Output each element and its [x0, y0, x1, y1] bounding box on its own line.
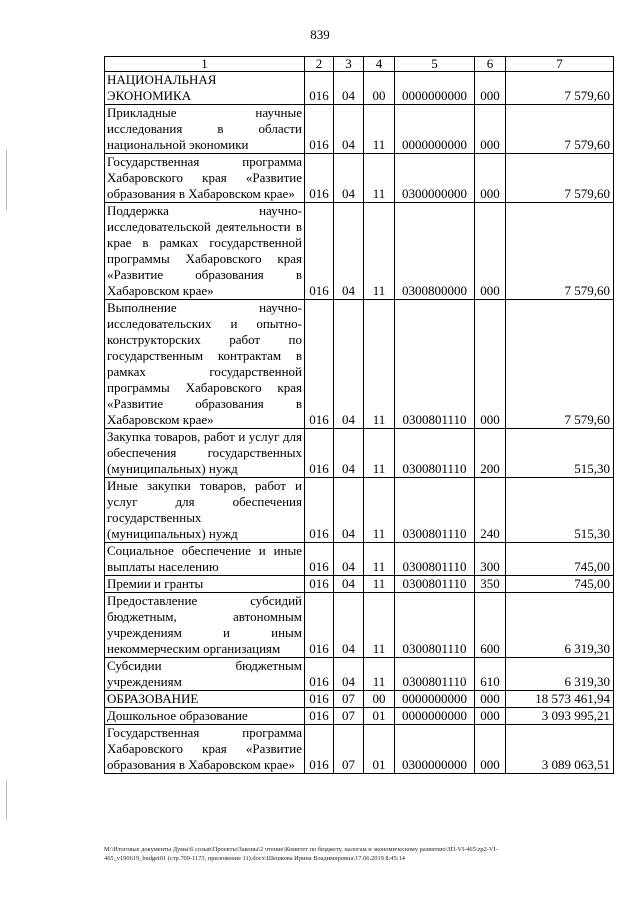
- row-code: 04: [334, 429, 364, 478]
- row-code: 01: [364, 708, 395, 725]
- row-code: 0300801110: [395, 429, 475, 478]
- row-code: 016: [305, 691, 334, 708]
- row-code: 07: [334, 691, 364, 708]
- row-code: 016: [305, 658, 334, 691]
- row-amount: 7 579,60: [506, 300, 614, 429]
- row-code: 07: [334, 725, 364, 774]
- table-row: [105, 691, 614, 708]
- row-code: 04: [334, 72, 364, 105]
- scan-edge-mark: [6, 780, 7, 820]
- row-amount: 7 579,60: [506, 154, 614, 203]
- table-row: [105, 593, 614, 658]
- column-header: 3: [334, 57, 364, 72]
- table-row: [105, 105, 614, 154]
- row-name: Прикладные научные исследования в области национальной экономики: [105, 105, 305, 154]
- row-code: 0300801110: [395, 478, 475, 543]
- row-code: 11: [364, 478, 395, 543]
- row-name: Иные закупки товаров, работ и услуг для обеспечения государственных (муниципальных) нужд: [105, 478, 305, 543]
- row-amount: 6 319,30: [506, 658, 614, 691]
- page-number: 839: [310, 27, 330, 42]
- row-code: 0300801110: [395, 300, 475, 429]
- row-code: 000: [475, 300, 506, 429]
- table-row: [105, 478, 614, 543]
- row-name: Премии и гранты: [105, 576, 305, 593]
- row-code: 0300801110: [395, 576, 475, 593]
- row-amount: 7 579,60: [506, 72, 614, 105]
- row-code: 0000000000: [395, 708, 475, 725]
- table-row: [105, 543, 614, 576]
- row-code: 016: [305, 429, 334, 478]
- row-code: 000: [475, 72, 506, 105]
- row-code: 016: [305, 708, 334, 725]
- row-code: 0000000000: [395, 72, 475, 105]
- row-name: Социальное обеспечение и иные выплаты населению: [105, 543, 305, 576]
- row-code: 04: [334, 576, 364, 593]
- row-code: 0300000000: [395, 154, 475, 203]
- table-row: [105, 72, 614, 105]
- row-name: Выполнение научно-исследовательских и опытно-конструкторских работ по государственным контрактам в рамках государственной программы Хабаровского края «Развитие образования в Хабаровском крае»: [105, 300, 305, 429]
- row-code: 11: [364, 300, 395, 429]
- table-row: [105, 154, 614, 203]
- table-header-row: [105, 57, 614, 72]
- row-code: 016: [305, 593, 334, 658]
- row-code: 000: [475, 708, 506, 725]
- row-name: Государственная программа Хабаровского края «Развитие образования в Хабаровском крае»: [105, 154, 305, 203]
- row-amount: 18 573 461,94: [506, 691, 614, 708]
- row-name: ОБРАЗОВАНИЕ: [105, 691, 305, 708]
- row-code: 11: [364, 658, 395, 691]
- row-code: 00: [364, 691, 395, 708]
- column-header: 5: [395, 57, 475, 72]
- row-code: 000: [475, 691, 506, 708]
- table-row: [105, 429, 614, 478]
- row-code: 000: [475, 725, 506, 774]
- row-code: 016: [305, 543, 334, 576]
- row-code: 0300800000: [395, 203, 475, 300]
- row-code: 0000000000: [395, 105, 475, 154]
- row-code: 11: [364, 576, 395, 593]
- row-amount: 515,30: [506, 429, 614, 478]
- row-code: 016: [305, 725, 334, 774]
- row-code: 04: [334, 105, 364, 154]
- row-code: 04: [334, 543, 364, 576]
- row-code: 016: [305, 300, 334, 429]
- row-code: 610: [475, 658, 506, 691]
- row-code: 01: [364, 725, 395, 774]
- row-code: 04: [334, 658, 364, 691]
- table-row: [105, 658, 614, 691]
- row-code: 350: [475, 576, 506, 593]
- row-amount: 7 579,60: [506, 105, 614, 154]
- row-code: 04: [334, 478, 364, 543]
- row-code: 0300801110: [395, 543, 475, 576]
- row-code: 000: [475, 105, 506, 154]
- row-amount: 745,00: [506, 576, 614, 593]
- footer-path-line-2: 465_v190619_budget01 (стр.709-1173, приложение 11).docx\Шешкова Ирина Владимировна\17.06.2019 8:45:14: [104, 855, 405, 862]
- table-row: [105, 300, 614, 429]
- row-code: 11: [364, 203, 395, 300]
- row-code: 200: [475, 429, 506, 478]
- row-code: 11: [364, 593, 395, 658]
- column-header: 4: [364, 57, 395, 72]
- row-code: 016: [305, 576, 334, 593]
- row-code: 0300801110: [395, 593, 475, 658]
- table-row: [105, 725, 614, 774]
- scan-edge-mark: [6, 150, 7, 210]
- row-code: 016: [305, 154, 334, 203]
- row-code: 04: [334, 203, 364, 300]
- row-code: 240: [475, 478, 506, 543]
- row-code: 04: [334, 593, 364, 658]
- row-code: 016: [305, 105, 334, 154]
- column-header: 2: [305, 57, 334, 72]
- row-code: 11: [364, 154, 395, 203]
- row-amount: 7 579,60: [506, 203, 614, 300]
- column-header: 7: [506, 57, 614, 72]
- row-code: 00: [364, 72, 395, 105]
- row-name: Дошкольное образование: [105, 708, 305, 725]
- row-name: Государственная программа Хабаровского края «Развитие образования в Хабаровском крае»: [105, 725, 305, 774]
- column-header: 6: [475, 57, 506, 72]
- table-row: [105, 203, 614, 300]
- row-name: Закупка товаров, работ и услуг для обеспечения государственных (муниципальных) нужд: [105, 429, 305, 478]
- row-code: 0000000000: [395, 691, 475, 708]
- row-name: Субсидии бюджетным учреждениям: [105, 658, 305, 691]
- row-code: 0300801110: [395, 658, 475, 691]
- row-name: Поддержка научно-исследовательской деятельности в крае в рамках государственной программы Хабаровского края «Развитие образования в Хабаровском крае»: [105, 203, 305, 300]
- row-amount: 3 089 063,51: [506, 725, 614, 774]
- row-code: 300: [475, 543, 506, 576]
- row-amount: 745,00: [506, 543, 614, 576]
- table-row: [105, 708, 614, 725]
- document-footer: [104, 845, 614, 863]
- row-code: 11: [364, 429, 395, 478]
- row-code: 000: [475, 203, 506, 300]
- row-amount: 515,30: [506, 478, 614, 543]
- row-code: 016: [305, 72, 334, 105]
- row-code: 016: [305, 203, 334, 300]
- column-header: 1: [105, 57, 305, 72]
- row-code: 600: [475, 593, 506, 658]
- row-code: 016: [305, 478, 334, 543]
- row-amount: 6 319,30: [506, 593, 614, 658]
- row-code: 07: [334, 708, 364, 725]
- row-code: 0300000000: [395, 725, 475, 774]
- row-code: 04: [334, 154, 364, 203]
- row-name: Предоставление субсидий бюджетным, автономным учреждениям и иным некоммерческим организациям: [105, 593, 305, 658]
- budget-table: [104, 56, 614, 774]
- row-name: НАЦИОНАЛЬНАЯ ЭКОНОМИКА: [105, 72, 305, 105]
- footer-path-line-1: M:\Итоговые документы Думы\6 созыв\Проекты\Законы\2 чтение\Комитет по бюджету, налогам и экономическому развитию\ЗП-VI-465\zp2-VI-: [104, 846, 498, 853]
- row-amount: 3 093 995,21: [506, 708, 614, 725]
- row-code: 11: [364, 105, 395, 154]
- row-code: 11: [364, 543, 395, 576]
- table-row: [105, 576, 614, 593]
- row-code: 04: [334, 300, 364, 429]
- row-code: 000: [475, 154, 506, 203]
